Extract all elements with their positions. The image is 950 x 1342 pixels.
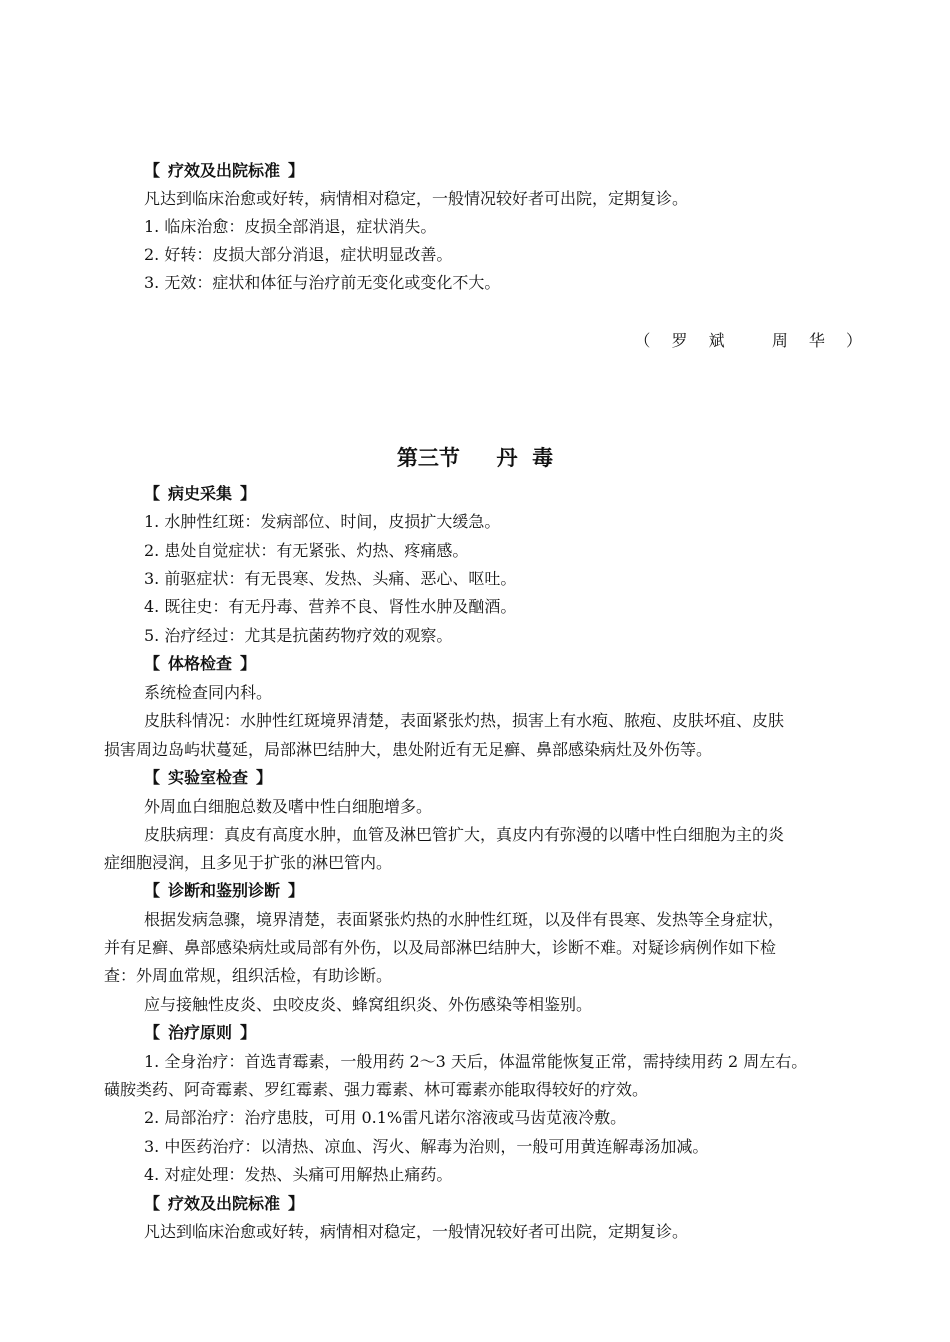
paragraph: 皮肤科情况：水肿性红斑境界清楚，表面紧张灼热，损害上有水疱、脓疱、皮肤坏疽、皮肤 (144, 711, 785, 730)
section-heading-history (144, 484, 256, 504)
bracket-open: 【 (144, 1194, 161, 1213)
paragraph: 根据发病急骤，境界清楚，表面紧张灼热的水肿性红斑，以及伴有畏寒、发热等全身症状， (144, 910, 785, 929)
bracket-close: 】 (256, 768, 273, 787)
paragraph: 应与接触性皮炎、虫咬皮炎、蜂窝组织炎、外伤感染等相鉴别。 (144, 995, 593, 1014)
paragraph: 凡达到临床治愈或好转，病情相对稳定，一般情况较好者可出院，定期复诊。 (144, 189, 689, 208)
paragraph-continued: 症细胞浸润，且多见于扩张的淋巴管内。 (104, 853, 393, 872)
bracket-close: 】 (288, 881, 305, 900)
bracket-open: 【 (144, 161, 161, 180)
list-item: 1. 全身治疗：首选青霉素，一般用药 2～3 天后，体温常能恢复正常，需持续用药 2 周左右。 (144, 1052, 808, 1071)
bracket-close: 】 (288, 161, 305, 180)
section-title: 第三节 丹 毒 (396, 446, 554, 470)
heading-text: 诊断和鉴别诊断 (168, 881, 281, 900)
heading-text: 疗效及出院标准 (168, 161, 281, 180)
list-item: 3. 无效：症状和体征与治疗前无变化或变化不大。 (144, 273, 501, 292)
bracket-close: 】 (288, 1194, 305, 1213)
list-item: 4. 既往史：有无丹毒、营养不良、肾性水肿及酗酒。 (144, 597, 517, 616)
section-heading-exam (144, 654, 256, 674)
heading-text: 疗效及出院标准 (168, 1194, 281, 1213)
heading-text: 病史采集 (168, 484, 233, 503)
bracket-close: 】 (240, 484, 257, 503)
paragraph: 系统检查同内科。 (144, 683, 273, 702)
section-heading-treatment (144, 1023, 256, 1043)
paragraph: 皮肤病理：真皮有高度水肿，血管及淋巴管扩大，真皮内有弥漫的以嗜中性白细胞为主的炎 (144, 825, 785, 844)
section-heading-outcome (144, 1194, 304, 1214)
section-heading-diagnosis (144, 881, 304, 901)
heading-text: 体格检查 (168, 654, 233, 673)
bracket-open: 【 (144, 1023, 161, 1042)
heading-text: 治疗原则 (168, 1023, 233, 1042)
author-credit: （ 罗 斌 周 华 ） (634, 331, 870, 350)
list-item: 3. 中医药治疗：以清热、凉血、泻火、解毒为治则，一般可用黄连解毒汤加减。 (144, 1137, 709, 1156)
list-item-continued: 磺胺类药、阿奇霉素、罗红霉素、强力霉素、林可霉素亦能取得较好的疗效。 (104, 1080, 649, 1099)
list-item: 2. 局部治疗：治疗患肢，可用 0.1%雷凡诺尔溶液或马齿苋液冷敷。 (144, 1108, 627, 1127)
paragraph: 外周血白细胞总数及嗜中性白细胞增多。 (144, 797, 433, 816)
bracket-open: 【 (144, 484, 161, 503)
section-heading-outcome-prev (144, 161, 304, 181)
list-item: 3. 前驱症状：有无畏寒、发热、头痛、恶心、呕吐。 (144, 569, 517, 588)
list-item: 2. 患处自觉症状：有无紧张、灼热、疼痛感。 (144, 541, 469, 560)
list-item: 2. 好转：皮损大部分消退，症状明显改善。 (144, 245, 453, 264)
heading-text: 实验室检查 (168, 768, 249, 787)
paragraph-continued: 损害周边岛屿状蔓延，局部淋巴结肿大，患处附近有无足癣、鼻部感染病灶及外伤等。 (104, 740, 713, 759)
section-heading-lab (144, 768, 272, 788)
list-item: 4. 对症处理：发热、头痛可用解热止痛药。 (144, 1165, 453, 1184)
bracket-open: 【 (144, 768, 161, 787)
paragraph-continued: 查：外周血常规，组织活检，有助诊断。 (104, 966, 393, 985)
paragraph: 凡达到临床治愈或好转，病情相对稳定，一般情况较好者可出院，定期复诊。 (144, 1222, 689, 1241)
paragraph-continued: 并有足癣、鼻部感染病灶或局部有外伤，以及局部淋巴结肿大，诊断不难。对疑诊病例作如下检 (104, 938, 777, 957)
list-item: 1. 水肿性红斑：发病部位、时间，皮损扩大缓急。 (144, 512, 501, 531)
bracket-open: 【 (144, 881, 161, 900)
bracket-close: 】 (240, 1023, 257, 1042)
list-item: 1. 临床治愈：皮损全部消退，症状消失。 (144, 217, 437, 236)
bracket-close: 】 (240, 654, 257, 673)
list-item: 5. 治疗经过：尤其是抗菌药物疗效的观察。 (144, 626, 453, 645)
bracket-open: 【 (144, 654, 161, 673)
